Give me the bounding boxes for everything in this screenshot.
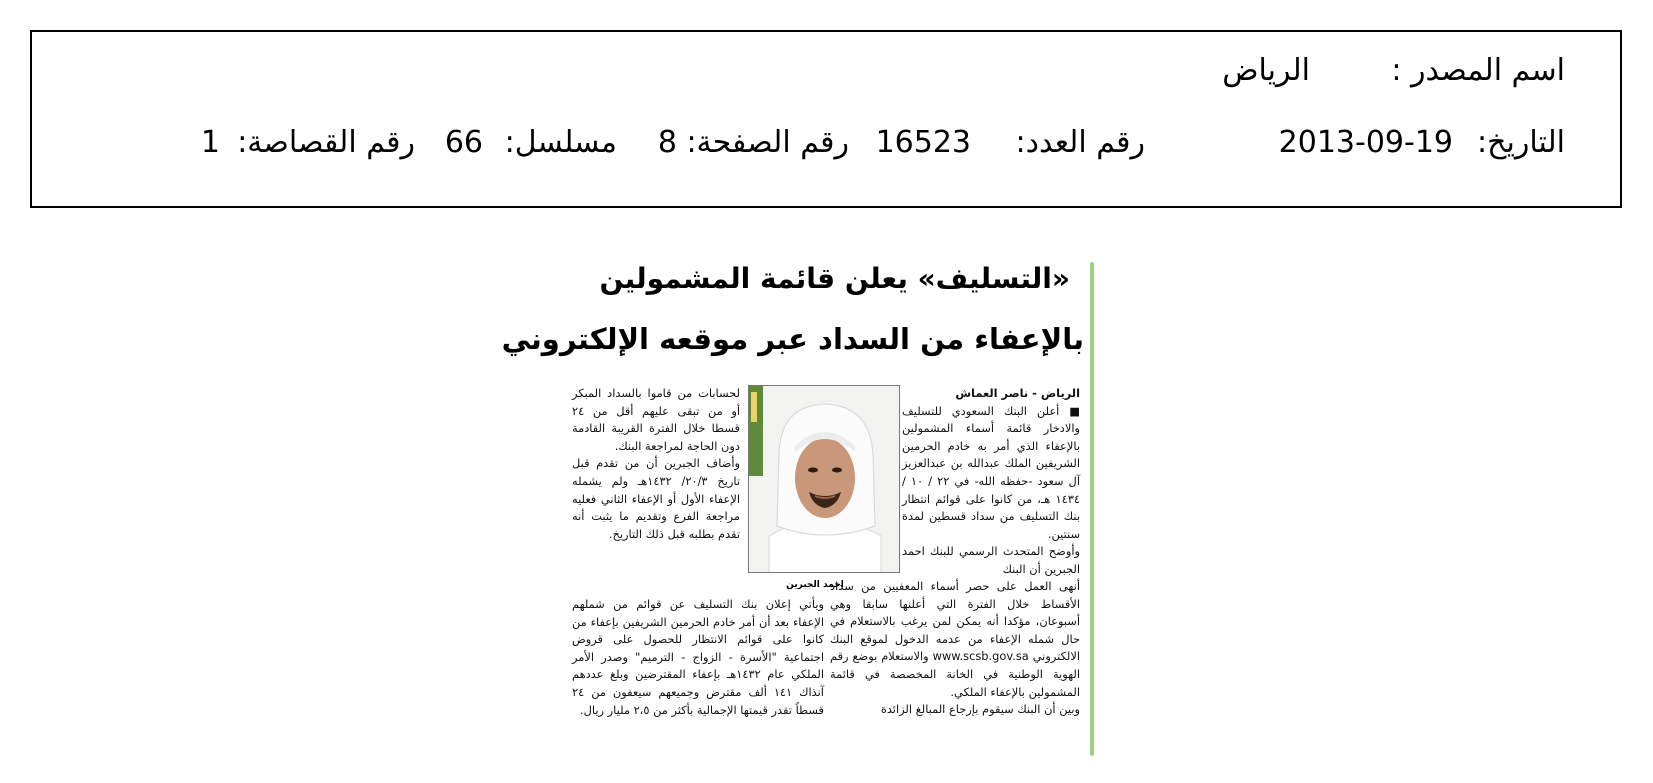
source-value: الرياض <box>1222 53 1310 88</box>
photo-caption: احمد الجبرين <box>786 580 844 590</box>
paragraph: أنهى العمل على حصر أسماء المعفيين من سداد الأقساط خلال الفترة التي أعلنها سابقا وهي أسبوعان، مؤكدا أنه يمكن لمن يرغب بالاستعلام في حال شمله الإعفاء من عدمه الدخول لموقع البنك الالكتروني www.scsb.gov.sa والاستعلام بوضع رقم الهوية الوطنية في الخانة المخصصة في قائمة المشمولين بالإعفاء الملكي. <box>830 579 1081 699</box>
clip-number-value: 1 <box>200 125 220 160</box>
article-column-left-bottom <box>572 596 824 719</box>
article-column-right-top <box>902 385 1080 579</box>
spokesman-photo <box>748 385 900 573</box>
paragraph: ويأتي إعلان بنك التسليف عن قوائم من شملهم الإعفاء بعد أن أمر خادم الحرمين الشريفين بإعفاء من كانوا على قوائم الانتظار للحصول على قروض اجتماعية "الأسرة - الزواج - الترميم" وصدر الأمر الملكي عام ١٤٣٢هـ بإعفاء المقترضين وبلغ عددهم آنذاك ١٤١ ألف مقترض وجميعهم سيعفون من ٢٤ قسطاً تقدر قيمتها الإجمالية بأكثر من ٢،٥ مليار ريال. <box>572 597 825 717</box>
date-value: 2013-09-19 <box>1278 125 1453 160</box>
byline: الرياض - ناصر العماش <box>955 386 1080 400</box>
article-column-right-bottom <box>830 578 1080 719</box>
headline-line-2: بالإعفاء من السداد عبر موقعه الإلكتروني <box>501 322 1084 356</box>
article-column-left <box>572 385 740 543</box>
source-row <box>1000 53 1565 92</box>
paragraph: ■ أعلن البنك السعودي للتسليف والادخار قائمة أسماء المشمولين بالإعفاء الذي أمر به خادم الحرمين الشريفين الملك عبدالله بن عبدالعزيز آل سعود -حفظه الله- في ٢٢ / ١٠ / ١٤٣٤ هـ، من كانوا على قوائم انتظار بنك التسليف من سداد قسطين لمدة سنتين. <box>902 403 1080 541</box>
paragraph: وأضاف الجبرين أن من تقدم قبل تاريخ ٢٠/٣/ ١٤٣٢هـ ولم يشمله الإعفاء الأول أو الإعفاء الثاني فعليه مراجعة الفرع وتقديم ما يثبت أنه تقدم بطلبه قبل ذلك التاريخ. <box>572 456 741 541</box>
date-label: التاريخ: <box>1477 125 1565 160</box>
details-row <box>200 125 1565 164</box>
paragraph: وأوضح المتحدث الرسمي للبنك احمد الجبرين أن البنك <box>902 544 1080 576</box>
paragraph: وبين أن البنك سيقوم بإرجاع المبالغ الزائدة <box>880 702 1080 717</box>
page-value: 8 <box>657 125 677 160</box>
serial-value: 66 <box>444 125 483 160</box>
issue-value: 16523 <box>875 125 971 160</box>
clipping-green-rule <box>1090 262 1094 756</box>
paragraph: لحسابات من قاموا بالسداد المبكر أو من تبقى عليهم أقل من ٢٤ قسطا خلال الفترة القريبة القادمة دون الحاجة لمراجعة البنك. <box>572 386 740 453</box>
portrait-image <box>749 386 900 573</box>
serial-label: مسلسل: <box>504 125 617 160</box>
issue-label: رقم العدد: <box>1015 125 1145 160</box>
clip-number-label: رقم القصاصة: <box>237 125 415 160</box>
source-label: اسم المصدر : <box>1391 53 1565 88</box>
page-label: رقم الصفحة: <box>686 125 849 160</box>
headline-line-1: «التسليف» يعلن قائمة المشمولين <box>599 262 1070 295</box>
